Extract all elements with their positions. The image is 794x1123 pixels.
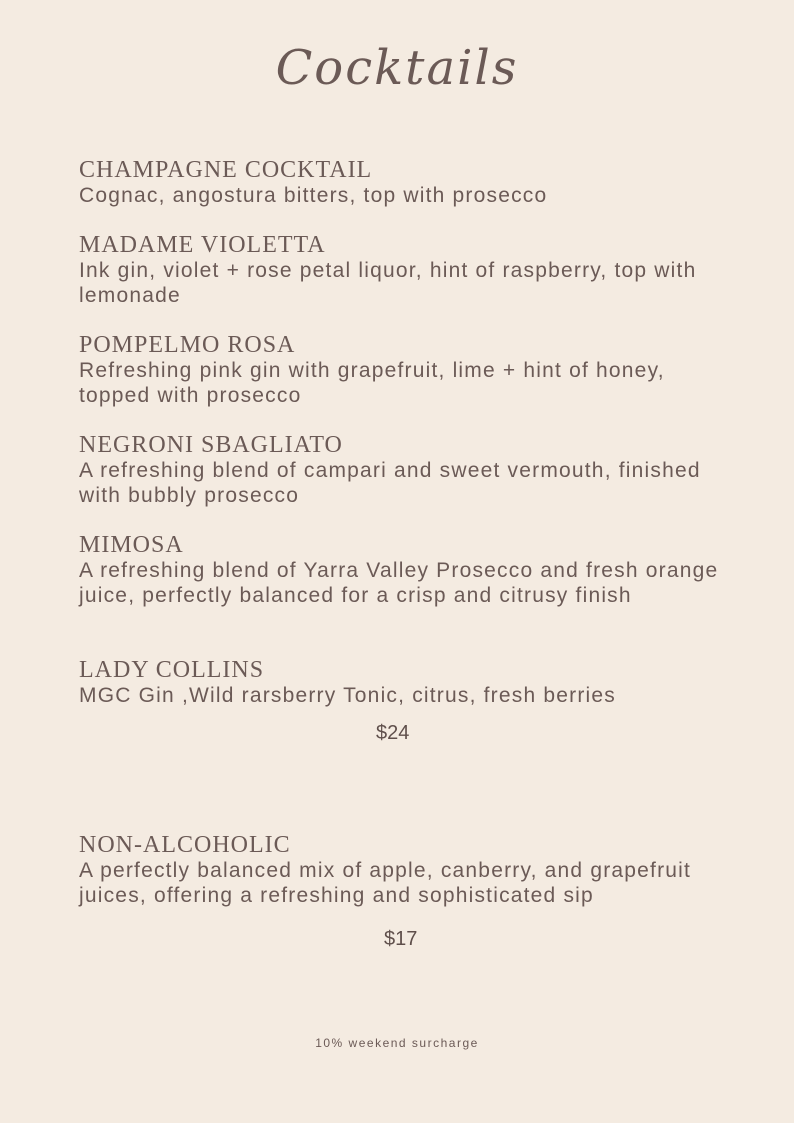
item-name: LADY COLLINS — [79, 657, 265, 683]
item-description: Ink gin, violet + rose petal liquor, hint of raspberry, top with lemonade — [79, 259, 697, 307]
page-title: Cocktails — [275, 40, 519, 96]
menu-item-mimosa — [79, 532, 729, 608]
item-name: MIMOSA — [79, 532, 184, 558]
non-alcoholic-price: $17 — [384, 928, 418, 950]
cocktail-price: $24 — [376, 722, 410, 744]
item-name: MADAME VIOLETTA — [79, 232, 326, 258]
item-description: MGC Gin ,Wild rarsberry Tonic, citrus, fresh berries — [79, 684, 616, 707]
menu-item-pompelmo-rosa — [79, 332, 729, 408]
item-description: A refreshing blend of campari and sweet vermouth, finished with bubbly prosecco — [79, 459, 701, 507]
menu-item-champagne-cocktail — [79, 157, 729, 208]
item-name: CHAMPAGNE COCKTAIL — [79, 157, 373, 183]
item-description: A refreshing blend of Yarra Valley Prosecco and fresh orange juice, perfectly balanced for a crisp and citrusy finish — [79, 559, 719, 607]
weekend-surcharge-note: 10% weekend surcharge — [315, 1036, 479, 1050]
item-name: POMPELMO ROSA — [79, 332, 296, 358]
item-description: Cognac, angostura bitters, top with prosecco — [79, 184, 548, 207]
menu-item-madame-violetta — [79, 232, 729, 308]
item-name: NEGRONI SBAGLIATO — [79, 432, 343, 458]
item-description: A perfectly balanced mix of apple, canberry, and grapefruit juices, offering a refreshing and sophisticated sip — [79, 859, 692, 907]
item-description: Refreshing pink gin with grapefruit, lime + hint of honey, topped with prosecco — [79, 359, 665, 407]
menu-item-non-alcoholic — [79, 832, 729, 908]
item-name: NON-ALCOHOLIC — [79, 832, 291, 858]
menu-item-lady-collins — [79, 657, 729, 708]
menu-item-negroni-sbagliato — [79, 432, 729, 508]
